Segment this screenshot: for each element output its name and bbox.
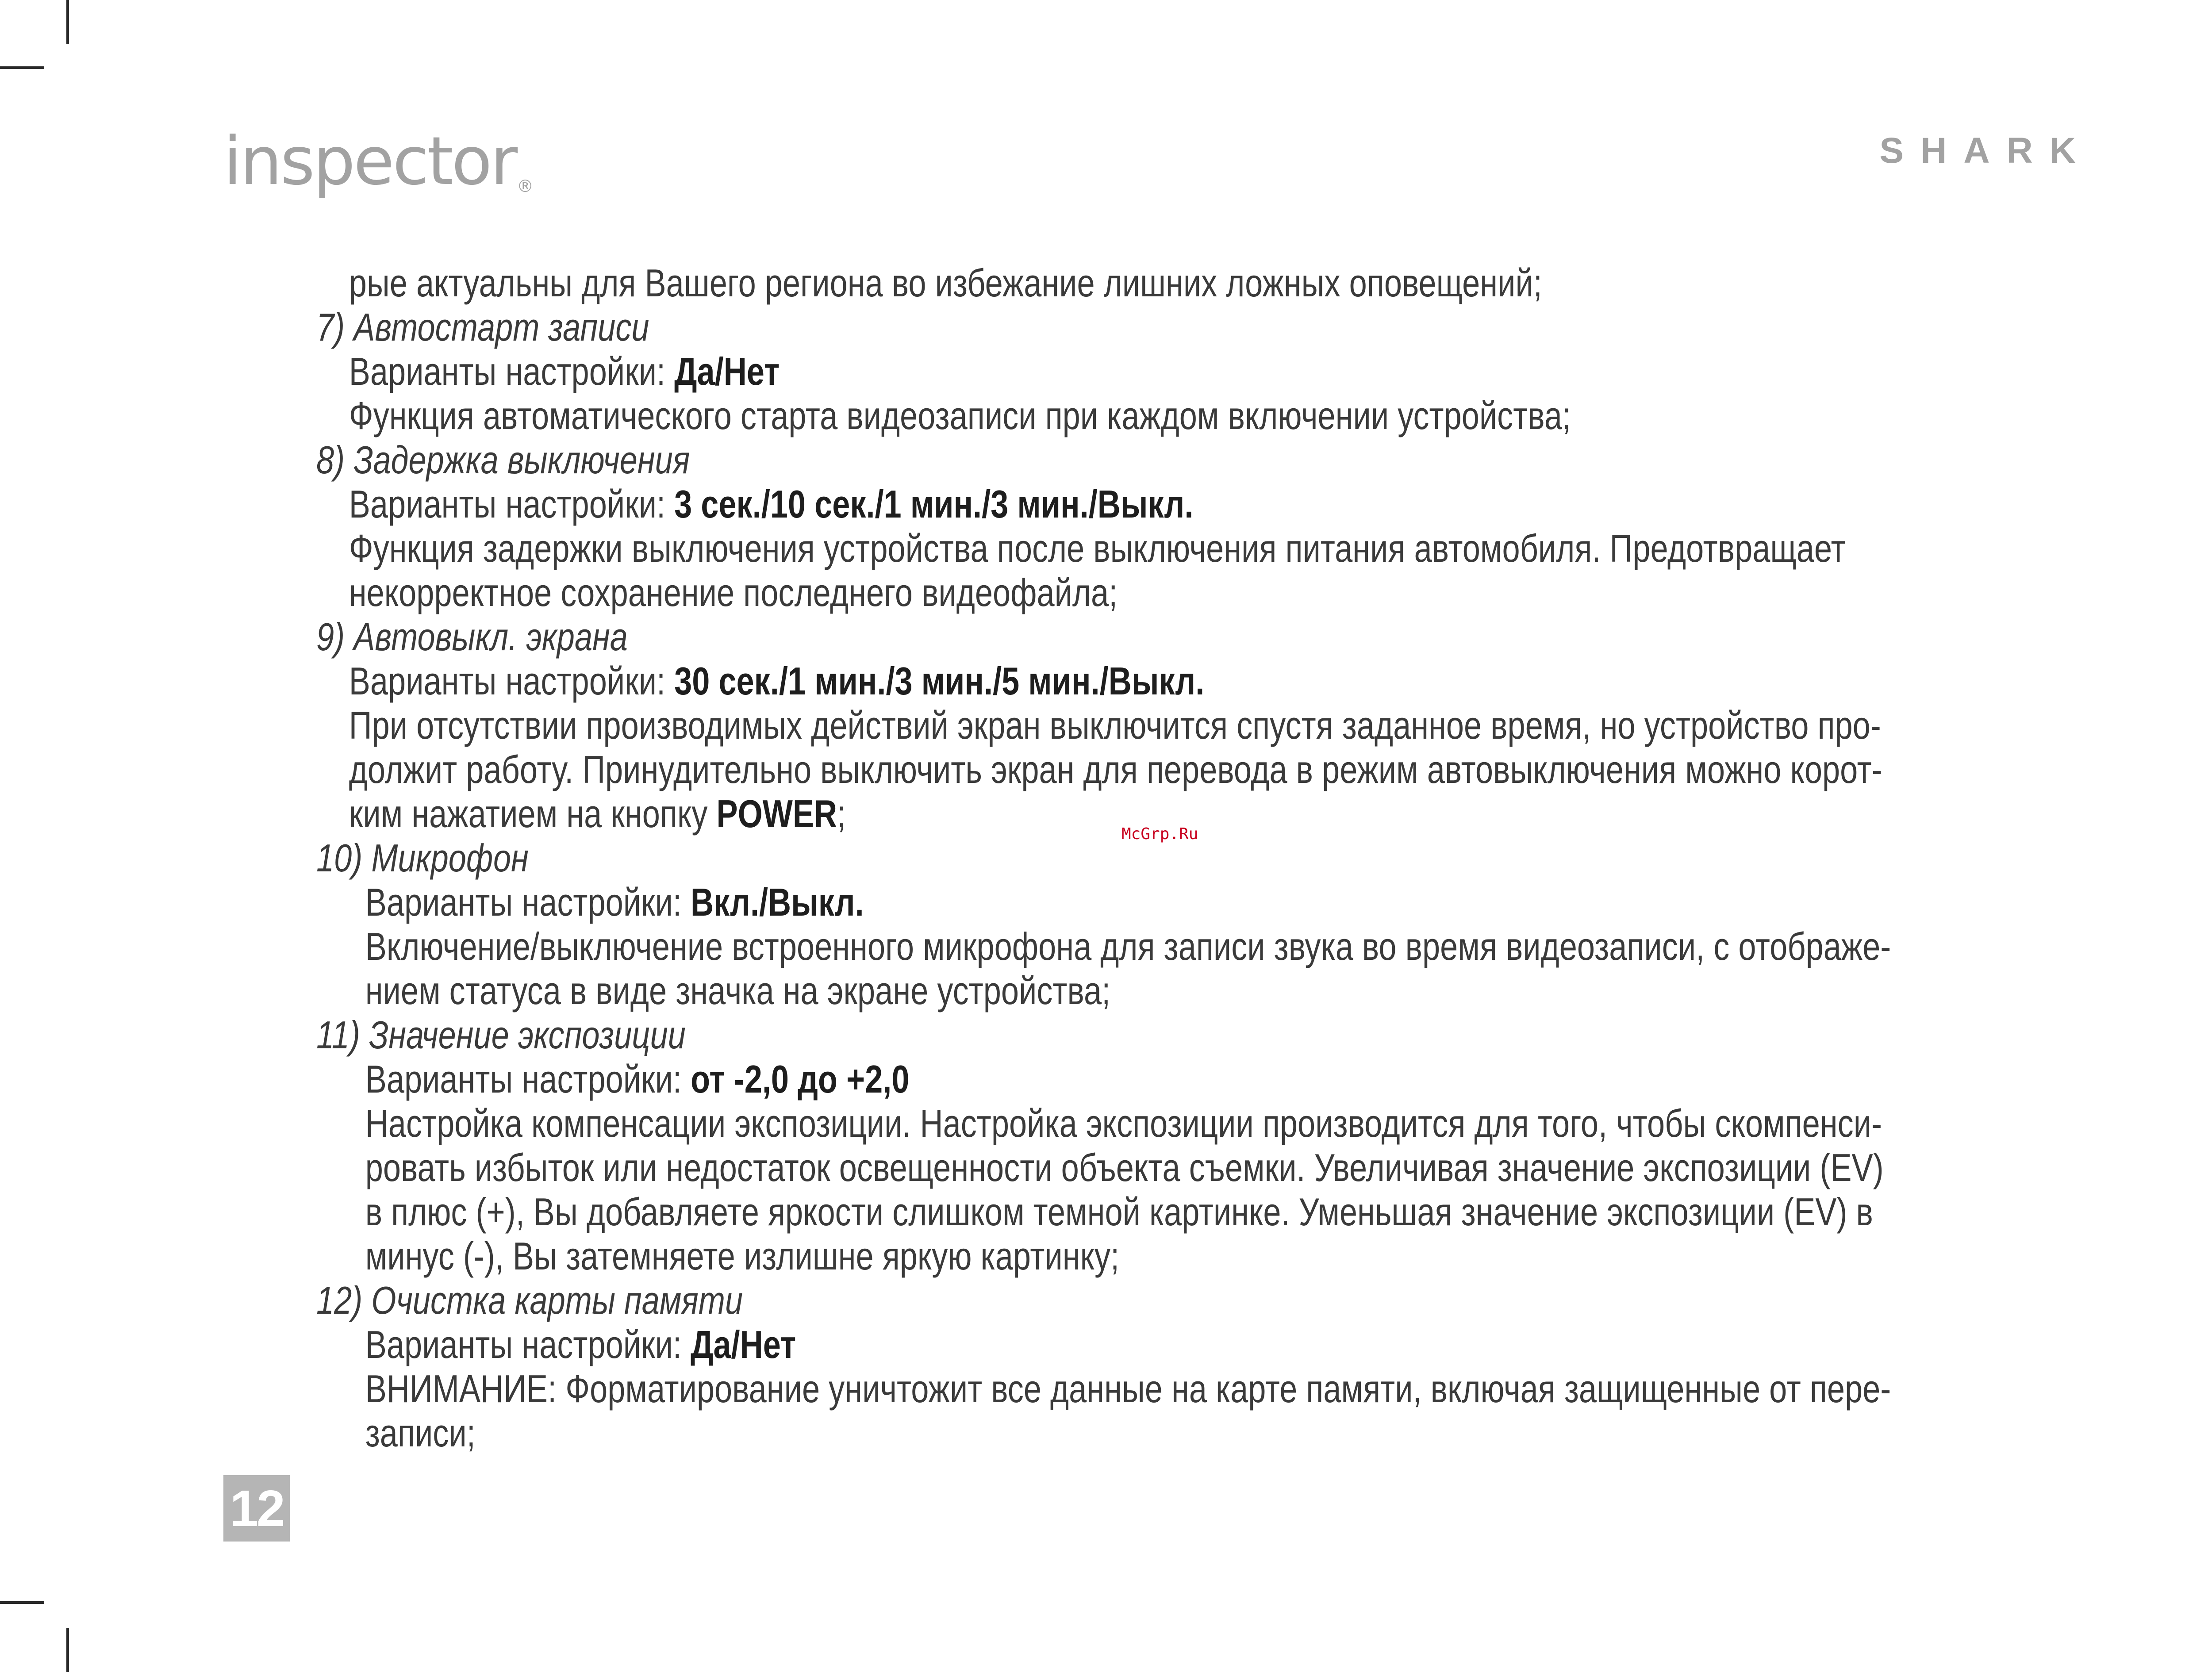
- setting-description-line: Функция задержки выключения устройства после выключения питания автомобиля. Предотвращает: [349, 526, 1846, 570]
- setting-options: Варианты настройки: Вкл./Выкл.: [365, 880, 864, 924]
- watermark: McGrp.Ru: [1121, 825, 1198, 843]
- model-name: SHARK: [1879, 130, 2093, 171]
- setting-options: Варианты настройки: Да/Нет: [349, 349, 780, 393]
- setting-title: 7) Автостарт записи: [316, 305, 649, 349]
- setting-description-line: Функция автоматического старта видеозаписи при каждом включении устройства;: [349, 394, 1571, 437]
- setting-item-screen-autooff: [316, 615, 2099, 836]
- setting-description-line: должит работу. Принудительно выключить экран для перевода в режим автовыключения можно корот-: [349, 748, 1882, 791]
- setting-item-autostart: [316, 305, 2099, 438]
- setting-options-value: 3 сек./10 сек./1 мин./3 мин./Выкл.: [674, 482, 1194, 526]
- setting-description-line: в плюс (+), Вы добавляете яркости слишком темной картинке. Уменьшая значение экспозиции (EV) в: [365, 1190, 1873, 1234]
- setting-title: 8) Задержка выключения: [316, 438, 690, 482]
- setting-options: Варианты настройки: 30 сек./1 мин./3 мин./5 мин./Выкл.: [349, 659, 1205, 703]
- setting-title: 9) Автовыкл. экрана: [316, 615, 628, 659]
- setting-title: 11) Значение экспозиции: [316, 1013, 686, 1057]
- crop-mark: [0, 1601, 44, 1604]
- setting-description-line: ВНИМАНИЕ: Форматирование уничтожит все данные на карте памяти, включая защищенные от пере-: [365, 1367, 1891, 1411]
- crop-mark: [66, 0, 69, 44]
- setting-description-line: Включение/выключение встроенного микрофона для записи звука во время видеозаписи, с отображе-: [365, 924, 1891, 968]
- setting-description-line: минус (-), Вы затемняете излишне яркую картинку;: [365, 1234, 1120, 1278]
- power-button-label: POWER: [716, 792, 837, 836]
- page-number: 12: [223, 1475, 290, 1542]
- setting-options-value: Да/Нет: [674, 349, 780, 393]
- setting-options-value: 30 сек./1 мин./3 мин./5 мин./Выкл.: [674, 659, 1205, 703]
- continuation-line: рые актуальны для Вашего региона во избежание лишних ложных оповещений;: [349, 261, 1542, 305]
- setting-description-line: некорректное сохранение последнего видеофайла;: [349, 571, 1118, 614]
- setting-options: Варианты настройки: от -2,0 до +2,0: [365, 1057, 910, 1101]
- setting-description-line: записи;: [365, 1411, 476, 1455]
- setting-item-shutdown-delay: [316, 438, 2099, 615]
- logo-registered-mark: ®: [517, 176, 534, 196]
- setting-description-line: нием статуса в виде значка на экране устройства;: [365, 969, 1111, 1012]
- manual-text: [316, 261, 2099, 1455]
- setting-options: Варианты настройки: Да/Нет: [365, 1323, 796, 1366]
- setting-item-exposure: [316, 1013, 2099, 1278]
- setting-description-line: ровать избыток или недостаток освещенности объекта съемки. Увеличивая значение экспозиции (EV): [365, 1146, 1884, 1189]
- crop-mark: [66, 1628, 69, 1672]
- setting-description-line: При отсутствии производимых действий экран выключится спустя заданное время, но устройство про-: [349, 703, 1881, 747]
- setting-description-line: ким нажатием на кнопку POWER;: [349, 792, 846, 836]
- crop-mark: [0, 66, 44, 69]
- setting-title: 12) Очистка карты памяти: [316, 1278, 743, 1322]
- setting-item-microphone: [316, 836, 2099, 1013]
- setting-options-value: Вкл./Выкл.: [691, 880, 864, 924]
- inspector-logo: [223, 123, 534, 200]
- setting-options-value: от -2,0 до +2,0: [691, 1057, 910, 1101]
- logo-text: inspector: [223, 123, 516, 200]
- setting-title: 10) Микрофон: [316, 836, 529, 880]
- setting-options: Варианты настройки: 3 сек./10 сек./1 мин./3 мин./Выкл.: [349, 482, 1194, 526]
- setting-options-value: Да/Нет: [691, 1323, 796, 1366]
- setting-description-line: Настройка компенсации экспозиции. Настройка экспозиции производится для того, чтобы скомпенси-: [365, 1101, 1882, 1145]
- setting-item-format-card: [316, 1278, 2099, 1455]
